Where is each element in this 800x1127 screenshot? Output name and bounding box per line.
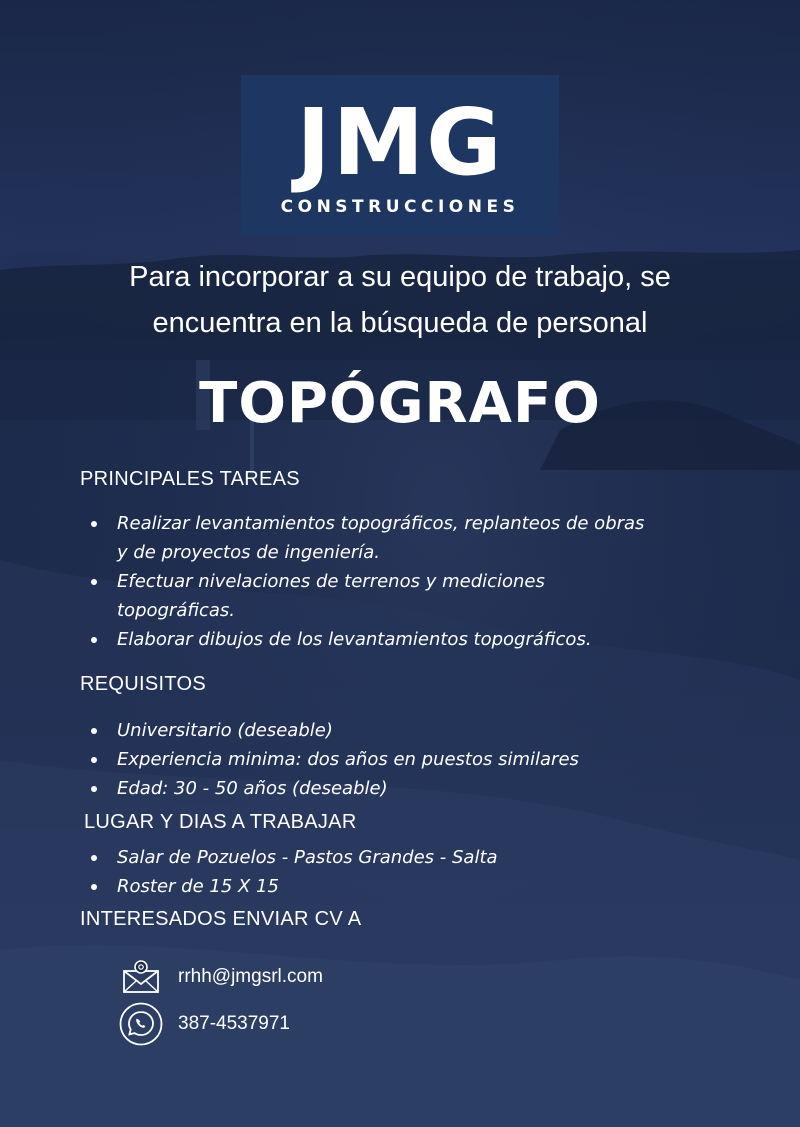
requirements-heading: REQUISITOS bbox=[80, 673, 206, 695]
intro-text bbox=[60, 254, 740, 346]
location-heading: LUGAR Y DIAS A TRABAJAR bbox=[84, 811, 357, 833]
list-item: Efectuar nivelaciones de terrenos y mediciones topográficas. bbox=[80, 567, 720, 625]
job-title: TOPÓGRAFO bbox=[199, 371, 601, 436]
location-list bbox=[80, 843, 720, 901]
phone-number[interactable]: 387-4537971 bbox=[178, 1013, 290, 1034]
intro-line-2: encuentra en la búsqueda de personal bbox=[152, 307, 648, 339]
whatsapp-icon bbox=[119, 1002, 163, 1046]
list-item: Roster de 15 X 15 bbox=[80, 872, 720, 901]
phone-contact[interactable] bbox=[119, 1002, 290, 1046]
requirements-list bbox=[80, 716, 720, 803]
list-item: Universitario (deseable) bbox=[80, 716, 720, 745]
tasks-list bbox=[80, 509, 720, 654]
tasks-heading: PRINCIPALES TAREAS bbox=[80, 468, 300, 490]
list-item: Edad: 30 - 50 años (deseable) bbox=[80, 774, 720, 803]
logo-tagline: CONSTRUCCIONES bbox=[280, 197, 520, 217]
email-address[interactable]: rrhh@jmgsrl.com bbox=[178, 966, 323, 987]
list-item: Salar de Pozuelos - Pastos Grandes - Salta bbox=[80, 843, 720, 872]
list-item: Elaborar dibujos de los levantamientos topográficos. bbox=[80, 625, 720, 654]
intro-line-1: Para incorporar a su equipo de trabajo, se bbox=[129, 261, 671, 293]
list-item: Experiencia minima: dos años en puestos similares bbox=[80, 745, 720, 774]
logo-wordmark: JMG bbox=[296, 89, 504, 196]
apply-heading: INTERESADOS ENVIAR CV A bbox=[80, 908, 362, 930]
list-item: Realizar levantamientos topográficos, replanteos de obras y de proyectos de ingeniería. bbox=[80, 509, 720, 567]
email-icon bbox=[119, 955, 163, 999]
email-contact[interactable] bbox=[119, 955, 323, 999]
company-logo bbox=[241, 75, 559, 235]
